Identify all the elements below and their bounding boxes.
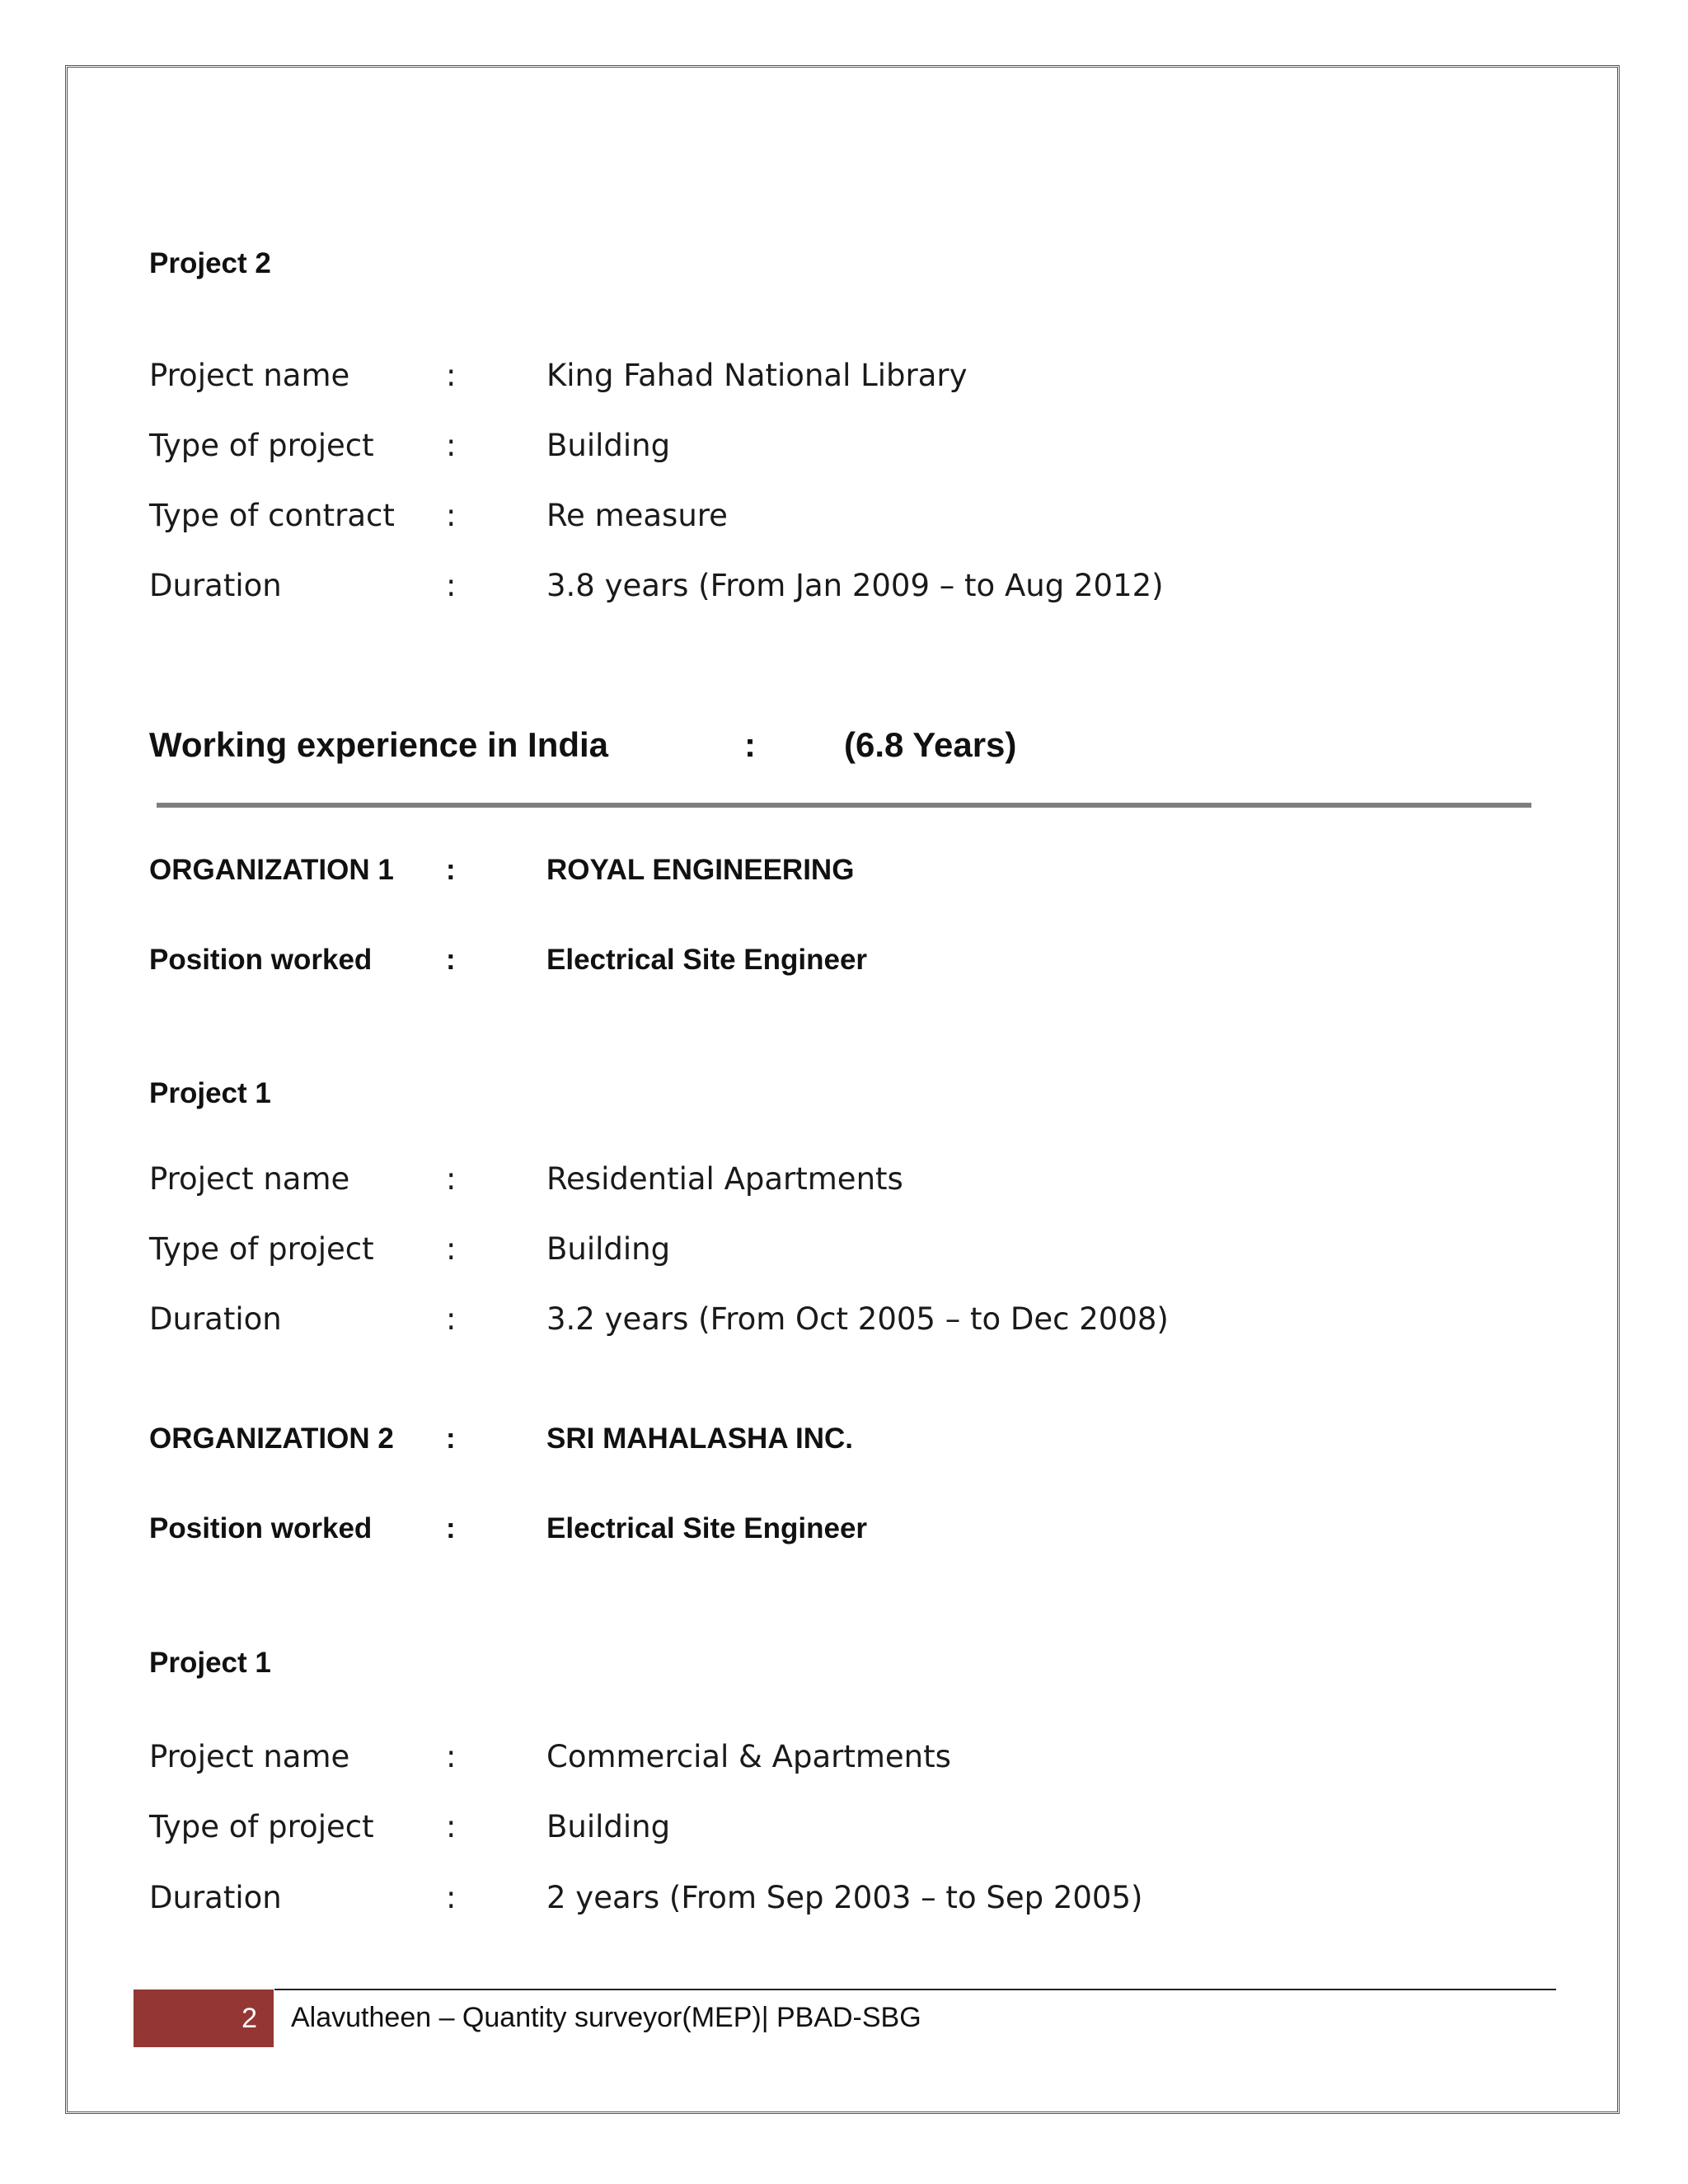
field-colon: : xyxy=(446,1880,457,1915)
section-value: (6.8 Years) xyxy=(844,725,1017,764)
field-label: Duration xyxy=(149,1880,282,1915)
position-value: Electrical Site Engineer xyxy=(546,944,868,976)
field-colon: : xyxy=(446,1161,457,1197)
field-label: Project name xyxy=(149,1161,350,1197)
field-label: Project name xyxy=(149,358,350,393)
org1-project-heading: Project 1 xyxy=(149,1077,271,1109)
project2-heading: Project 2 xyxy=(149,247,271,279)
position-label: Position worked xyxy=(149,1512,373,1544)
org-colon: : xyxy=(446,1422,456,1455)
org-label: ORGANIZATION 2 xyxy=(149,1422,394,1455)
section-label: Working experience in India xyxy=(149,725,609,764)
position-label: Position worked xyxy=(149,944,373,976)
field-label: Duration xyxy=(149,568,282,603)
footer-divider xyxy=(274,1989,1556,1990)
field-label: Type of project xyxy=(149,1231,374,1267)
field-label: Type of contract xyxy=(149,498,395,533)
field-colon: : xyxy=(446,1739,457,1774)
field-value: King Fahad National Library xyxy=(546,358,968,393)
org-name: SRI MAHALASHA INC. xyxy=(546,1422,854,1455)
field-label: Duration xyxy=(149,1301,282,1337)
field-colon: : xyxy=(446,1809,457,1844)
page-number: 2 xyxy=(134,1990,274,2047)
field-value: Commercial & Apartments xyxy=(546,1739,951,1774)
org-label: ORGANIZATION 1 xyxy=(149,854,394,886)
org2-project-heading: Project 1 xyxy=(149,1647,271,1679)
field-colon: : xyxy=(446,498,457,533)
position-value: Electrical Site Engineer xyxy=(546,1512,868,1544)
field-value: 2 years (From Sep 2003 – to Sep 2005) xyxy=(546,1880,1143,1915)
field-colon: : xyxy=(446,428,457,463)
field-colon: : xyxy=(446,1231,457,1267)
section-colon: : xyxy=(744,725,756,764)
field-value: 3.8 years (From Jan 2009 – to Aug 2012) xyxy=(546,568,1164,603)
org-name: ROYAL ENGINEERING xyxy=(546,854,855,886)
field-value: Building xyxy=(546,1809,671,1844)
field-label: Type of project xyxy=(149,428,374,463)
field-label: Type of project xyxy=(149,1809,374,1844)
position-colon: : xyxy=(446,1512,456,1544)
field-value: Re measure xyxy=(546,498,728,533)
field-value: Residential Apartments xyxy=(546,1161,903,1197)
footer-text: Alavutheen – Quantity surveyor(MEP)| PBAD-SBG xyxy=(291,2002,921,2033)
field-value: Building xyxy=(546,428,671,463)
field-value: 3.2 years (From Oct 2005 – to Dec 2008) xyxy=(546,1301,1169,1337)
india-experience-title xyxy=(149,725,1386,775)
org-colon: : xyxy=(446,854,456,886)
position-colon: : xyxy=(446,944,456,976)
field-value: Building xyxy=(546,1231,671,1267)
section-divider xyxy=(157,803,1531,808)
field-colon: : xyxy=(446,568,457,603)
field-colon: : xyxy=(446,358,457,393)
field-colon: : xyxy=(446,1301,457,1337)
field-label: Project name xyxy=(149,1739,350,1774)
